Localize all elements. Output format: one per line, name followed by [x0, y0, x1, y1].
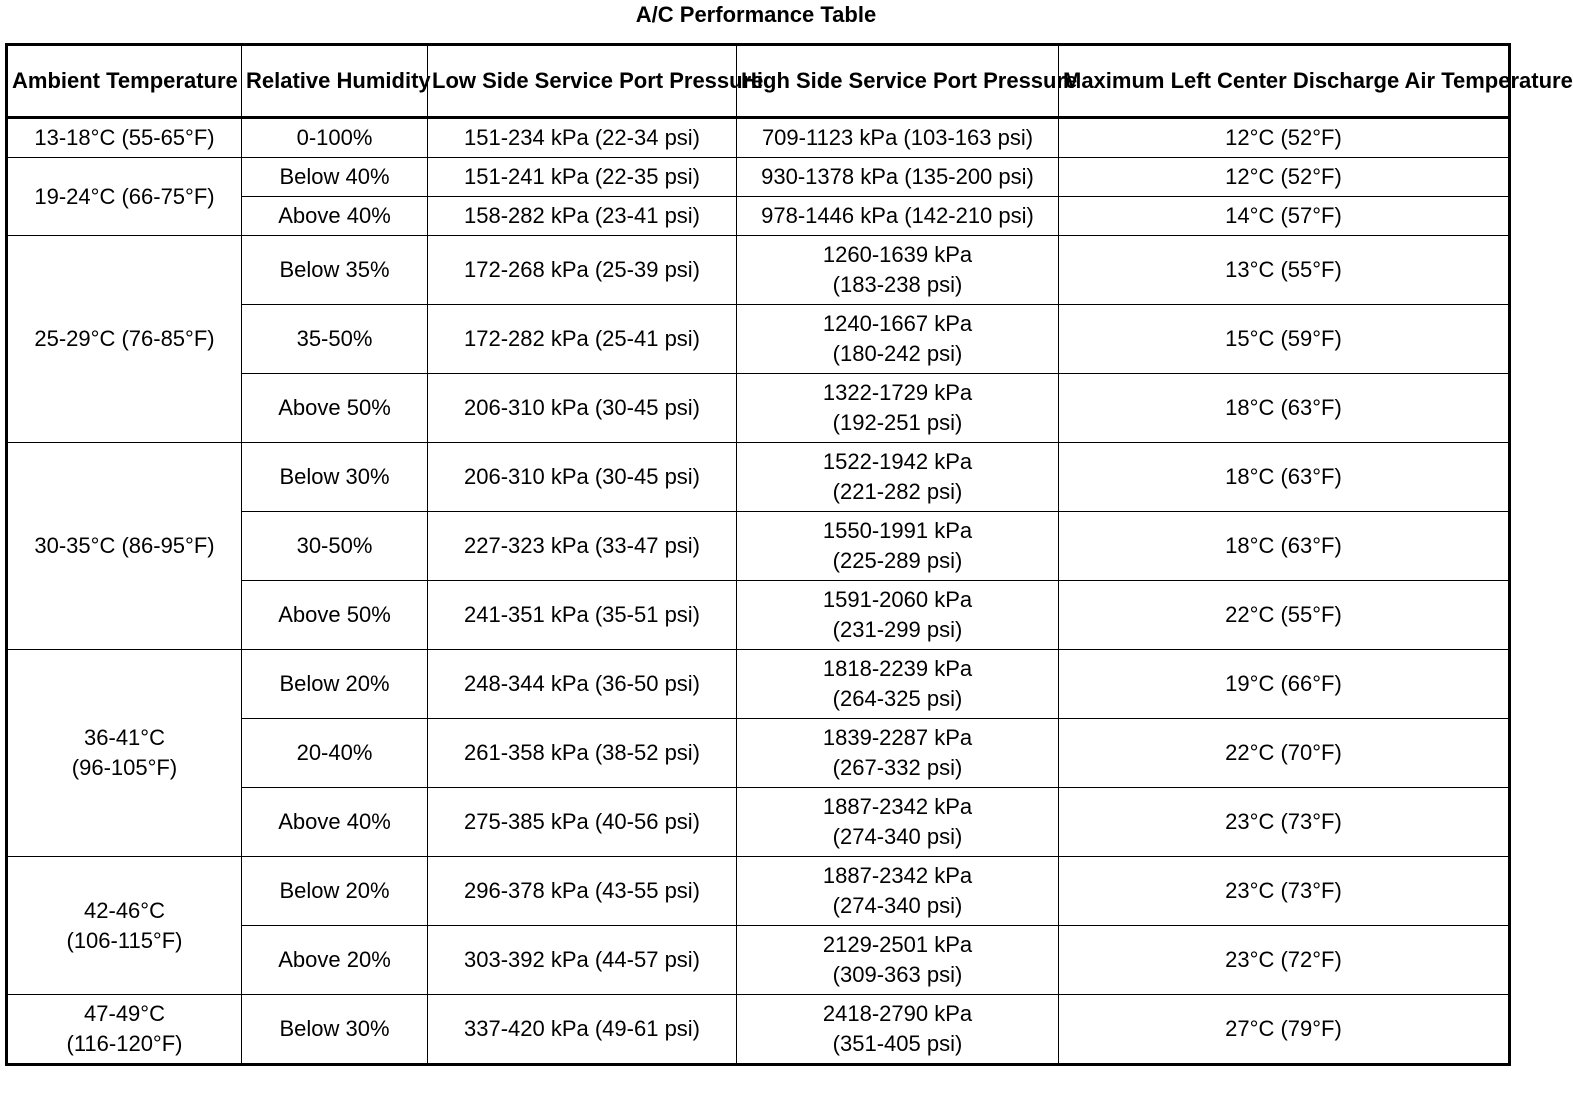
ambient-temperature-cell: 25-29°C (76-85°F) — [7, 236, 242, 443]
low-side-pressure-cell: 241-351 kPa (35-51 psi) — [428, 581, 737, 650]
header-low-side-pressure: Low Side Service Port Pressure — [428, 45, 737, 118]
discharge-air-temperature-cell: 23°C (73°F) — [1059, 857, 1510, 926]
relative-humidity-cell: Above 40% — [242, 197, 428, 236]
low-side-pressure-cell: 151-234 kPa (22-34 psi) — [428, 118, 737, 158]
relative-humidity-cell: 35-50% — [242, 305, 428, 374]
discharge-air-temperature-cell: 27°C (79°F) — [1059, 995, 1510, 1065]
relative-humidity-cell: 30-50% — [242, 512, 428, 581]
high-side-pressure-cell: 1591-2060 kPa (231-299 psi) — [737, 581, 1059, 650]
low-side-pressure-cell: 206-310 kPa (30-45 psi) — [428, 374, 737, 443]
ambient-temperature-cell: 13-18°C (55-65°F) — [7, 118, 242, 158]
low-side-pressure-cell: 303-392 kPa (44-57 psi) — [428, 926, 737, 995]
high-side-pressure-cell: 709-1123 kPa (103-163 psi) — [737, 118, 1059, 158]
discharge-air-temperature-cell: 23°C (72°F) — [1059, 926, 1510, 995]
relative-humidity-cell: Below 20% — [242, 857, 428, 926]
discharge-air-temperature-cell: 18°C (63°F) — [1059, 512, 1510, 581]
high-side-pressure-cell: 1887-2342 kPa (274-340 psi) — [737, 788, 1059, 857]
table-row — [7, 857, 1510, 926]
ac-performance-table — [5, 43, 1573, 1066]
discharge-air-temperature-cell: 15°C (59°F) — [1059, 305, 1510, 374]
discharge-air-temperature-cell: 13°C (55°F) — [1059, 236, 1510, 305]
relative-humidity-cell: Above 50% — [242, 581, 428, 650]
ambient-temperature-cell: 47-49°C (116-120°F) — [7, 995, 242, 1065]
high-side-pressure-cell: 1322-1729 kPa (192-251 psi) — [737, 374, 1059, 443]
table-row — [7, 118, 1510, 158]
table-row — [7, 443, 1510, 512]
low-side-pressure-cell: 275-385 kPa (40-56 psi) — [428, 788, 737, 857]
high-side-pressure-cell: 2418-2790 kPa (351-405 psi) — [737, 995, 1059, 1065]
relative-humidity-cell: Below 30% — [242, 995, 428, 1065]
ambient-temperature-cell: 19-24°C (66-75°F) — [7, 158, 242, 236]
low-side-pressure-cell: 337-420 kPa (49-61 psi) — [428, 995, 737, 1065]
low-side-pressure-cell: 248-344 kPa (36-50 psi) — [428, 650, 737, 719]
discharge-air-temperature-cell: 12°C (52°F) — [1059, 118, 1510, 158]
discharge-air-temperature-cell: 23°C (73°F) — [1059, 788, 1510, 857]
low-side-pressure-cell: 151-241 kPa (22-35 psi) — [428, 158, 737, 197]
high-side-pressure-cell: 978-1446 kPa (142-210 psi) — [737, 197, 1059, 236]
high-side-pressure-cell: 2129-2501 kPa (309-363 psi) — [737, 926, 1059, 995]
high-side-pressure-cell: 1260-1639 kPa (183-238 psi) — [737, 236, 1059, 305]
relative-humidity-cell: 20-40% — [242, 719, 428, 788]
low-side-pressure-cell: 172-268 kPa (25-39 psi) — [428, 236, 737, 305]
relative-humidity-cell: Below 35% — [242, 236, 428, 305]
header-relative-humidity: Relative Humidity — [242, 45, 428, 118]
table-row — [7, 236, 1510, 305]
relative-humidity-cell: Below 20% — [242, 650, 428, 719]
relative-humidity-cell: 0-100% — [242, 118, 428, 158]
low-side-pressure-cell: 261-358 kPa (38-52 psi) — [428, 719, 737, 788]
discharge-air-temperature-cell: 12°C (52°F) — [1059, 158, 1510, 197]
high-side-pressure-cell: 1240-1667 kPa (180-242 psi) — [737, 305, 1059, 374]
low-side-pressure-cell: 227-323 kPa (33-47 psi) — [428, 512, 737, 581]
ambient-temperature-cell: 30-35°C (86-95°F) — [7, 443, 242, 650]
low-side-pressure-cell: 296-378 kPa (43-55 psi) — [428, 857, 737, 926]
relative-humidity-cell: Below 30% — [242, 443, 428, 512]
high-side-pressure-cell: 930-1378 kPa (135-200 psi) — [737, 158, 1059, 197]
header-high-side-pressure: High Side Service Port Pressure — [737, 45, 1059, 118]
header-discharge-air-temperature: Maximum Left Center Discharge Air Temperature — [1059, 45, 1510, 118]
low-side-pressure-cell: 206-310 kPa (30-45 psi) — [428, 443, 737, 512]
discharge-air-temperature-cell: 19°C (66°F) — [1059, 650, 1510, 719]
header-row — [7, 45, 1510, 118]
table-title: A/C Performance Table — [635, 2, 877, 27]
discharge-air-temperature-cell: 14°C (57°F) — [1059, 197, 1510, 236]
high-side-pressure-cell: 1550-1991 kPa (225-289 psi) — [737, 512, 1059, 581]
discharge-air-temperature-cell: 18°C (63°F) — [1059, 374, 1510, 443]
high-side-pressure-cell: 1818-2239 kPa (264-325 psi) — [737, 650, 1059, 719]
high-side-pressure-cell: 1839-2287 kPa (267-332 psi) — [737, 719, 1059, 788]
ambient-temperature-cell: 42-46°C (106-115°F) — [7, 857, 242, 995]
table-row — [7, 995, 1510, 1065]
relative-humidity-cell: Below 40% — [242, 158, 428, 197]
discharge-air-temperature-cell: 18°C (63°F) — [1059, 443, 1510, 512]
relative-humidity-cell: Above 40% — [242, 788, 428, 857]
low-side-pressure-cell: 158-282 kPa (23-41 psi) — [428, 197, 737, 236]
discharge-air-temperature-cell: 22°C (70°F) — [1059, 719, 1510, 788]
relative-humidity-cell: Above 20% — [242, 926, 428, 995]
table-row — [7, 650, 1510, 719]
discharge-air-temperature-cell: 22°C (55°F) — [1059, 581, 1510, 650]
header-ambient-temperature: Ambient Temperature — [7, 45, 242, 118]
table-row — [7, 158, 1510, 197]
high-side-pressure-cell: 1887-2342 kPa (274-340 psi) — [737, 857, 1059, 926]
ambient-temperature-cell: 36-41°C (96-105°F) — [7, 650, 242, 857]
low-side-pressure-cell: 172-282 kPa (25-41 psi) — [428, 305, 737, 374]
high-side-pressure-cell: 1522-1942 kPa (221-282 psi) — [737, 443, 1059, 512]
relative-humidity-cell: Above 50% — [242, 374, 428, 443]
